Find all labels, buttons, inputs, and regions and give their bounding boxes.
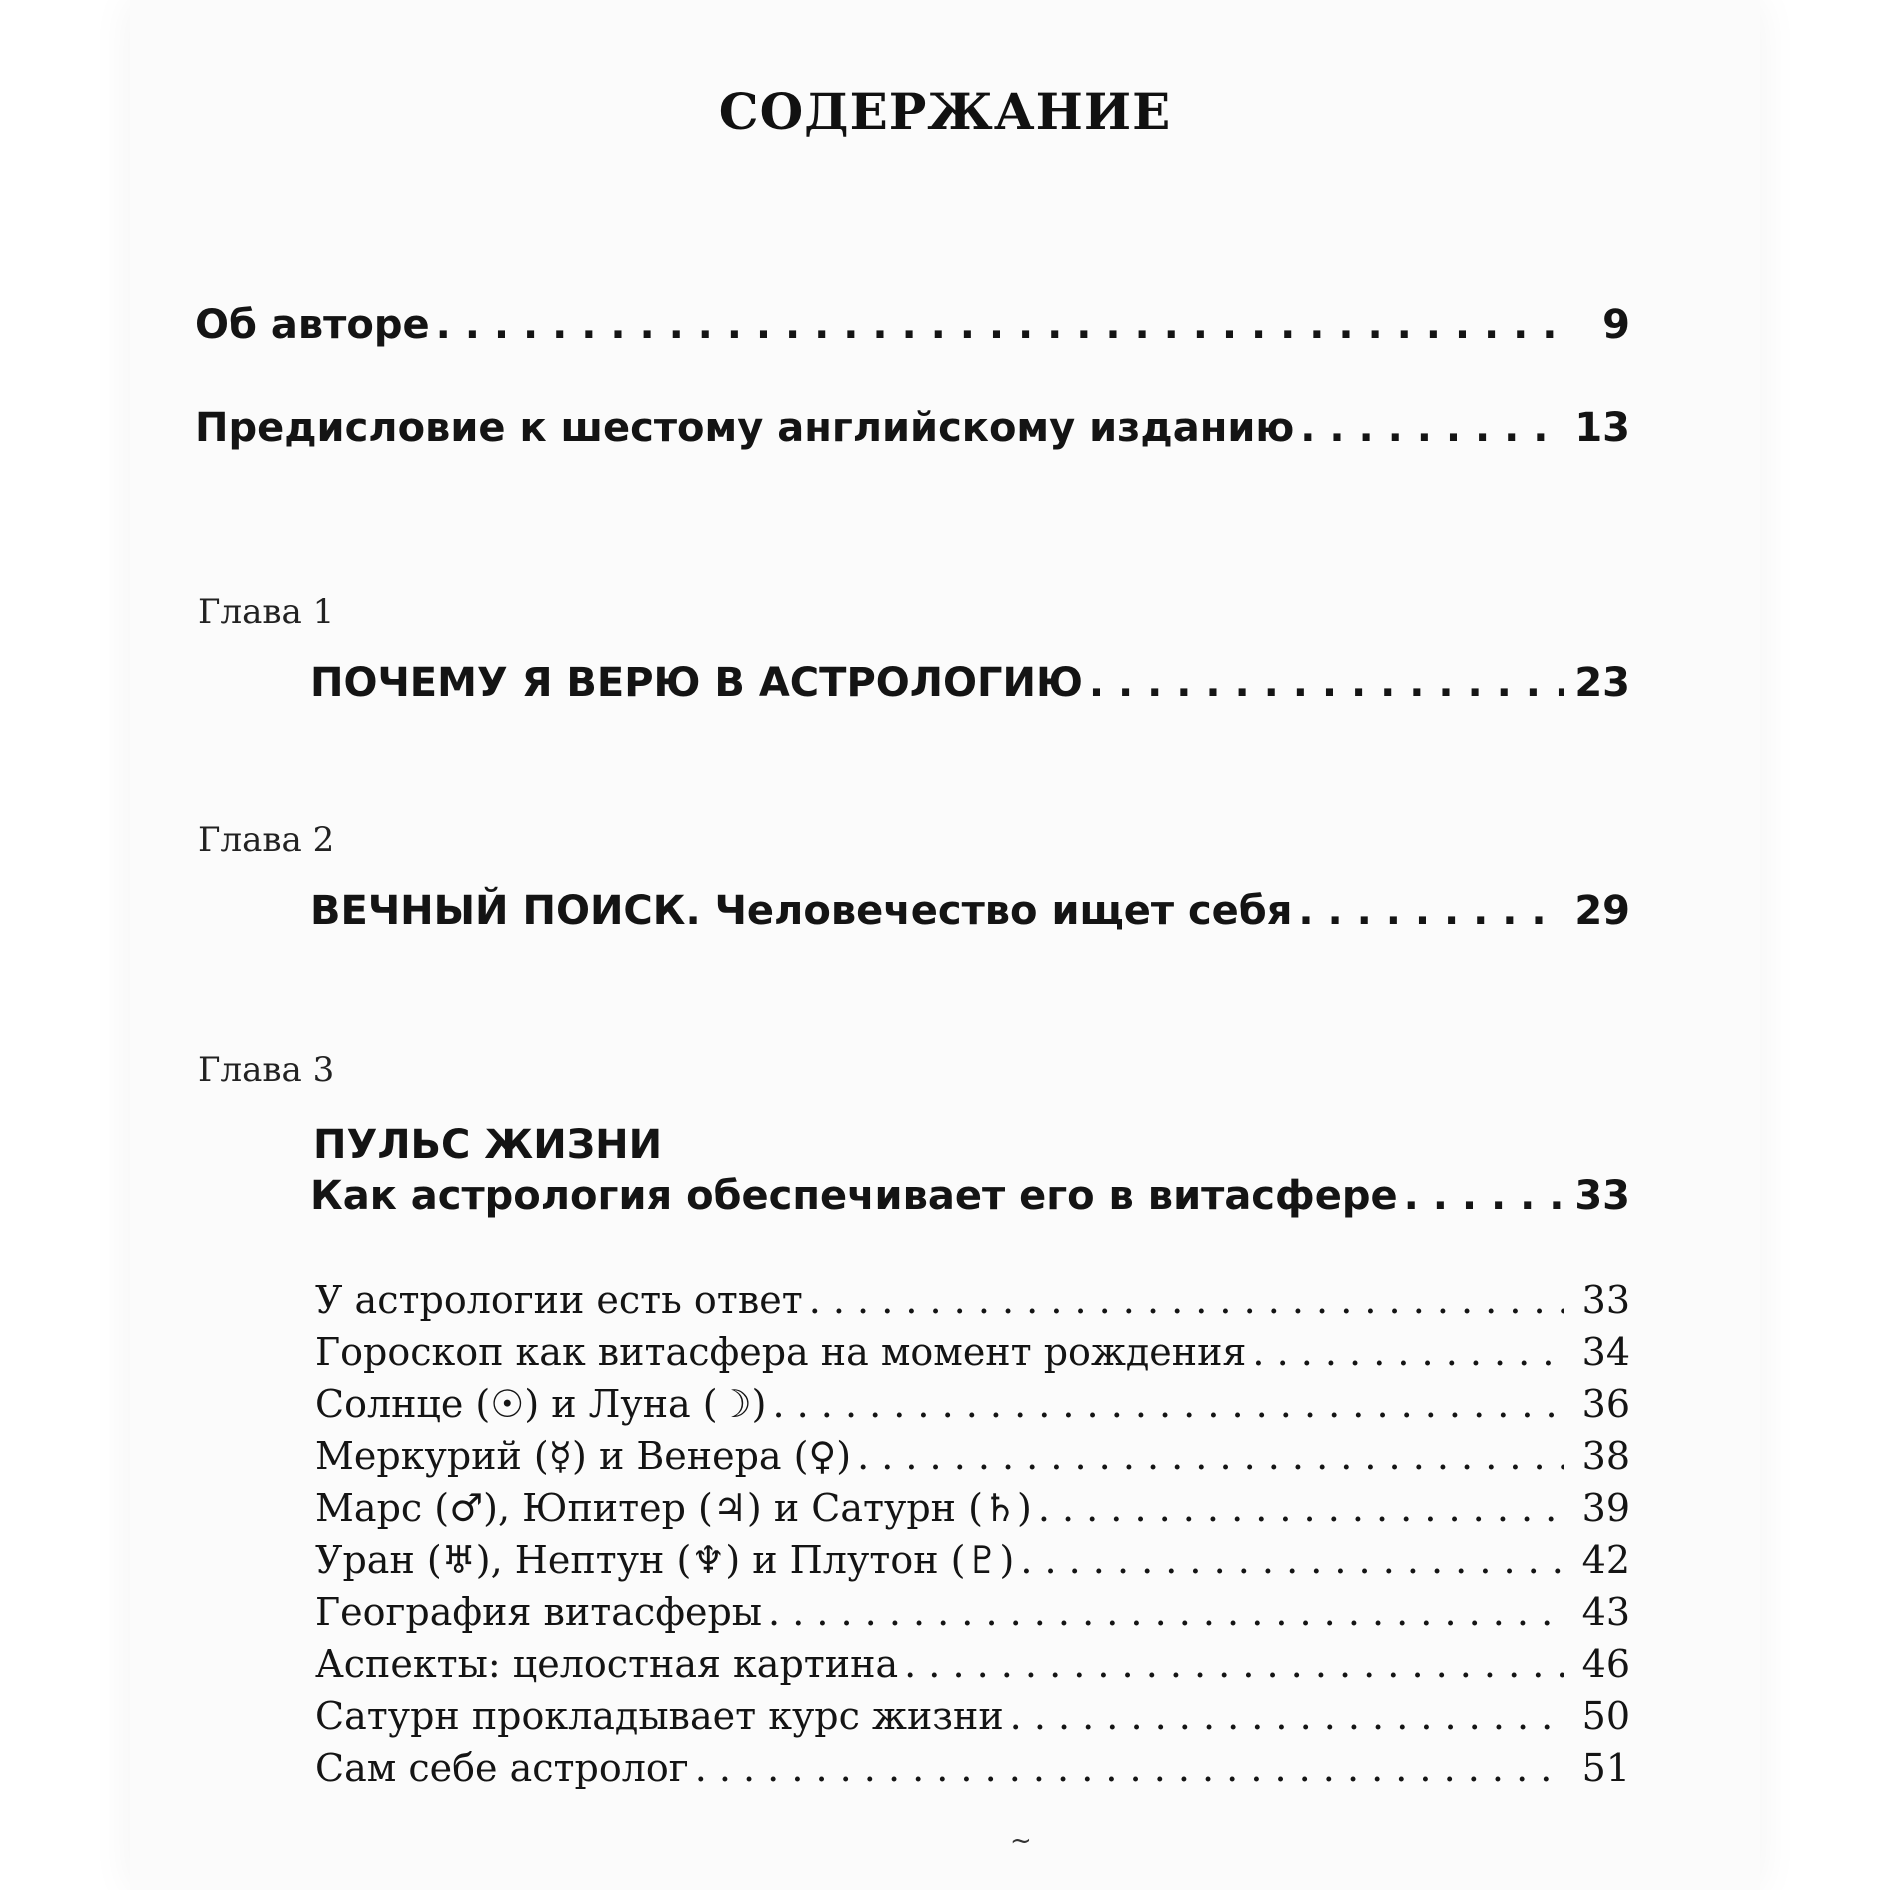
dot-leader bbox=[772, 1382, 1564, 1426]
dot-leader bbox=[1089, 660, 1564, 706]
toc-subentry-label: Сам себе астролог bbox=[315, 1746, 689, 1790]
toc-subentry-page: 51 bbox=[1581, 1746, 1630, 1790]
toc-subentry bbox=[315, 1434, 1630, 1478]
toc-subentry-label: Сатурн прокладывает курс жизни bbox=[315, 1694, 1004, 1738]
footer-ornament: ~ bbox=[1010, 1826, 1032, 1856]
toc-subentry bbox=[315, 1694, 1630, 1738]
toc-subentry bbox=[315, 1538, 1630, 1582]
toc-subentry bbox=[315, 1278, 1630, 1322]
toc-subentry bbox=[315, 1590, 1630, 1634]
toc-subentry-label: Марс (♂), Юпитер (♃) и Сатурн (♄) bbox=[315, 1486, 1032, 1530]
toc-entry-page: 23 bbox=[1574, 660, 1630, 706]
dot-leader bbox=[436, 302, 1564, 348]
dot-leader bbox=[1298, 888, 1564, 934]
toc-entry-page: 33 bbox=[1574, 1173, 1630, 1219]
dot-leader bbox=[1010, 1694, 1564, 1738]
toc-entry-page: 9 bbox=[1602, 302, 1630, 348]
toc-subentry-page: 33 bbox=[1581, 1278, 1630, 1322]
toc-entry-page: 13 bbox=[1574, 405, 1630, 451]
chapter-label: Глава 1 bbox=[198, 592, 335, 632]
toc-subentry bbox=[315, 1642, 1630, 1686]
toc-subentry-page: 39 bbox=[1581, 1486, 1630, 1530]
toc-subentry-label: Солнце (☉) и Луна (☽) bbox=[315, 1382, 767, 1426]
toc-subentry bbox=[315, 1746, 1630, 1790]
toc-subentry bbox=[315, 1330, 1630, 1374]
chapter-label: Глава 2 bbox=[198, 820, 335, 860]
chapter-label: Глава 3 bbox=[198, 1050, 335, 1090]
dot-leader bbox=[809, 1278, 1564, 1322]
dot-leader bbox=[695, 1746, 1564, 1790]
toc-subentry bbox=[315, 1486, 1630, 1530]
toc-entry-label: ВЕЧНЫЙ ПОИСК. Человечество ищет себя bbox=[310, 888, 1293, 934]
toc-entry-page: 29 bbox=[1574, 888, 1630, 934]
toc-entry-about-author bbox=[195, 302, 1630, 348]
dot-leader bbox=[768, 1590, 1564, 1634]
toc-subentry-page: 36 bbox=[1581, 1382, 1630, 1426]
dot-leader bbox=[1404, 1173, 1564, 1219]
toc-subentry bbox=[315, 1382, 1630, 1426]
toc-entry-chapter-1 bbox=[310, 660, 1630, 706]
toc-entry-label: Как астрология обеспечивает его в витасфере bbox=[310, 1173, 1398, 1219]
toc-entry-preface bbox=[195, 405, 1630, 451]
dot-leader bbox=[1300, 405, 1564, 451]
toc-subentry-page: 42 bbox=[1581, 1538, 1630, 1582]
dot-leader bbox=[1020, 1538, 1564, 1582]
toc-subentry-page: 43 bbox=[1581, 1590, 1630, 1634]
toc-subentry-page: 38 bbox=[1581, 1434, 1630, 1478]
toc-subentry-page: 34 bbox=[1581, 1330, 1630, 1374]
dot-leader bbox=[904, 1642, 1564, 1686]
toc-subentry-label: Уран (♅), Нептун (♆) и Плутон (♇) bbox=[315, 1538, 1015, 1582]
page-title: СОДЕРЖАНИЕ bbox=[718, 82, 1172, 141]
toc-subentry-page: 46 bbox=[1581, 1642, 1630, 1686]
toc-subentry-label: Гороскоп как витасфера на момент рождения bbox=[315, 1330, 1247, 1374]
dot-leader bbox=[857, 1434, 1564, 1478]
toc-subentry-page: 50 bbox=[1581, 1694, 1630, 1738]
toc-subentry-label: У астрологии есть ответ bbox=[315, 1278, 803, 1322]
dot-leader bbox=[1038, 1486, 1564, 1530]
dot-leader bbox=[1252, 1330, 1564, 1374]
toc-subentry-label: География витасферы bbox=[315, 1590, 763, 1634]
toc-entry-label: Предисловие к шестому английскому изданию bbox=[195, 405, 1295, 451]
toc-entry-chapter-2 bbox=[310, 888, 1630, 934]
chapter-title: ПУЛЬС ЖИЗНИ bbox=[313, 1122, 663, 1168]
toc-subentry-label: Аспекты: целостная картина bbox=[315, 1642, 899, 1686]
toc-entry-label: ПОЧЕМУ Я ВЕРЮ В АСТРОЛОГИЮ bbox=[310, 660, 1083, 706]
toc-entry-chapter-3 bbox=[310, 1173, 1630, 1219]
toc-entry-label: Об авторе bbox=[195, 302, 430, 348]
toc-subentry-label: Меркурий (☿) и Венера (♀) bbox=[315, 1434, 852, 1478]
